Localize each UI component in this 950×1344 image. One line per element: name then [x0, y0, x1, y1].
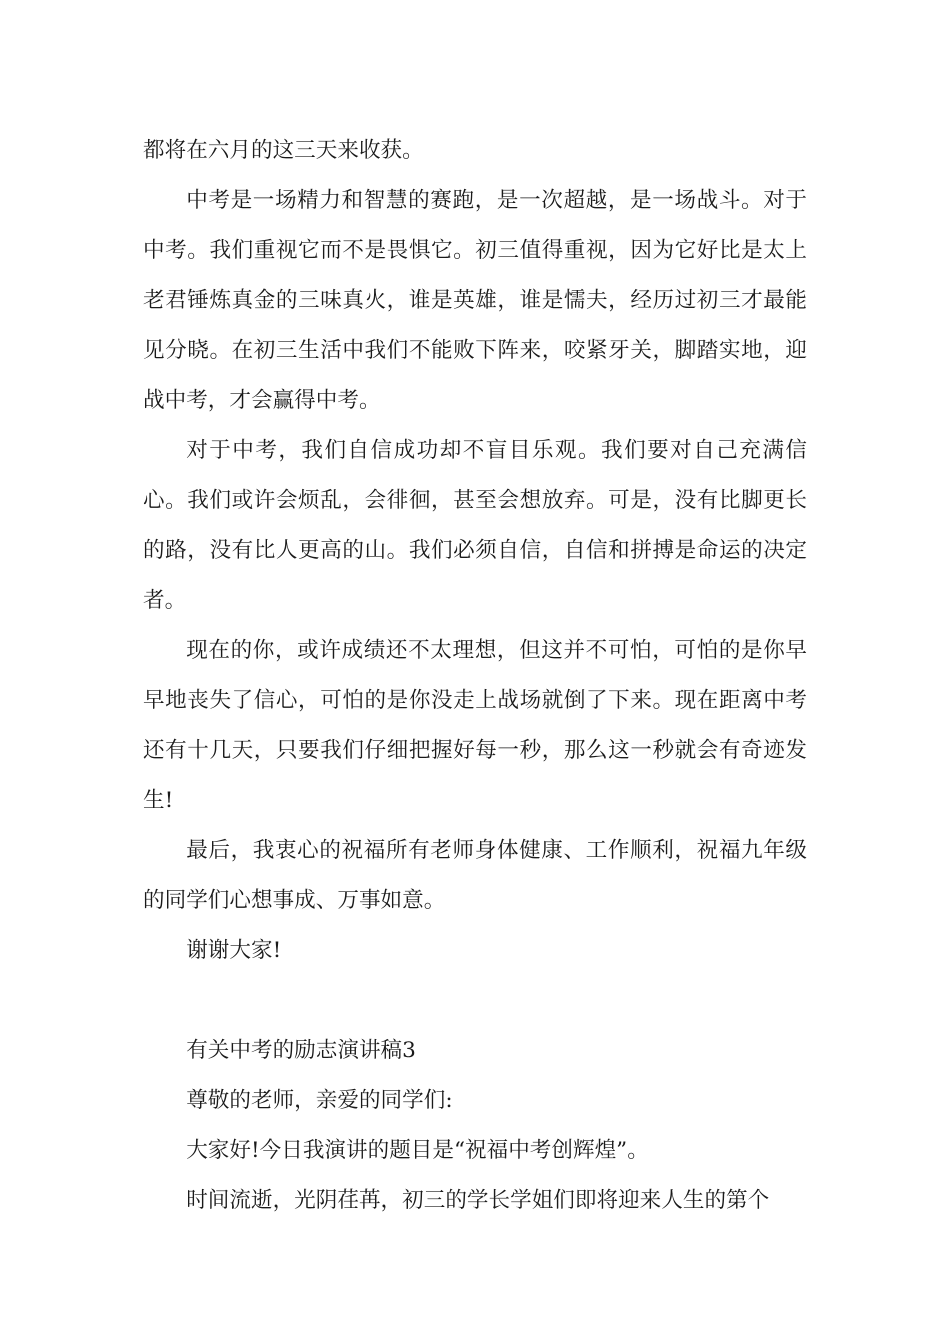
document-body	[143, 126, 807, 1226]
paragraph-blessing: 最后，我衷心的祝福所有老师身体健康、工作顺利，祝福九年级的同学们心想事成、万事如意。	[143, 838, 807, 913]
paragraph-salutation: 尊敬的老师，亲爱的同学们:	[186, 1088, 453, 1113]
paragraph-confidence: 对于中考，我们自信成功却不盲目乐观。我们要对自己充满信心。我们或许会烦乱，会徘徊，甚至会想放弃。可是，没有比脚更长的路，没有比人更高的山。我们必须自信，自信和拼搏是命运的决定者。	[143, 438, 807, 613]
section-spacer	[143, 976, 807, 1026]
paragraph-exam-race: 中考是一场精力和智慧的赛跑，是一次超越，是一场战斗。对于中考。我们重视它而不是畏惧它。初三值得重视，因为它好比是太上老君锤炼真金的三味真火，谁是英雄，谁是懦夫，经历过初三才最能见分晓。在初三生活中我们不能败下阵来，咬紧牙关，脚踏实地，迎战中考，才会赢得中考。	[143, 188, 807, 413]
paragraph-continuation: 都将在六月的这三天来收获。	[143, 138, 424, 163]
paragraph-greeting: 大家好!今日我演讲的题目是“祝福中考创辉煌”。	[186, 1138, 649, 1163]
section-title: 有关中考的励志演讲稿3	[186, 1038, 416, 1063]
paragraph-miracle: 现在的你，或许成绩还不太理想，但这并不可怕，可怕的是你早早地丧失了信心，可怕的是你没走上战场就倒了下来。现在距离中考还有十几天，只要我们仔细把握好每一秒，那么这一秒就会有奇迹发生!	[143, 638, 807, 813]
paragraph-thanks: 谢谢大家!	[186, 938, 282, 963]
paragraph-time-passing: 时间流逝，光阴荏苒，初三的学长学姐们即将迎来人生的第个	[186, 1188, 770, 1213]
